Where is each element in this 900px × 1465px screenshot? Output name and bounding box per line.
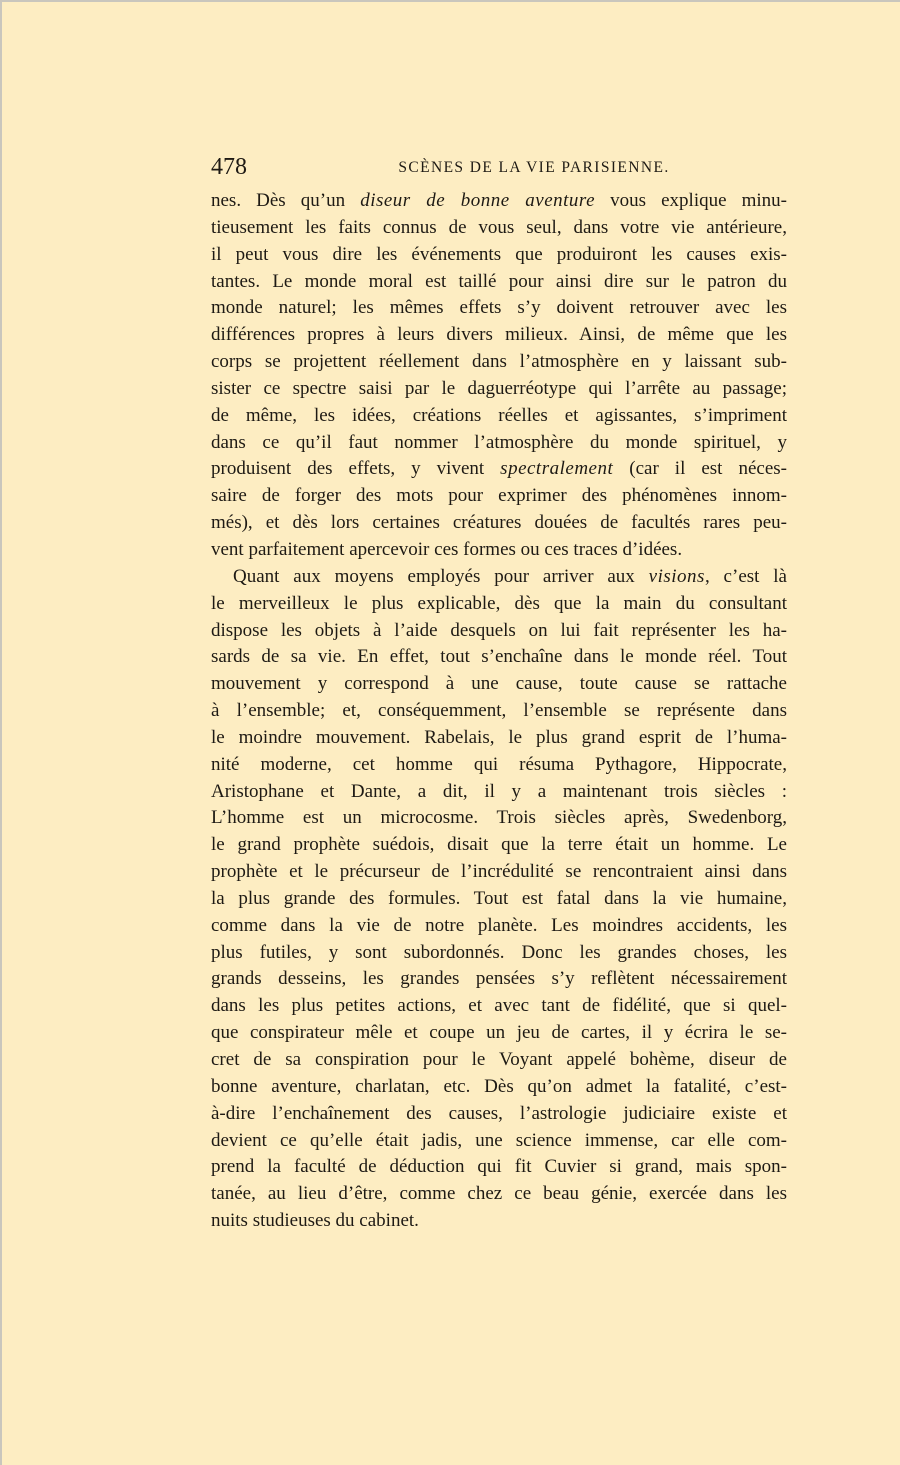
text-line [211,591,787,618]
text-run: dispose les objets à l’aide desquels on lui fait représenter les ha- [211,619,787,641]
text-line [211,671,787,698]
text-run: monde naturel; les mêmes effets s’y doivent retrouver avec les [211,297,787,319]
text-run: produisent des effets, y vivent [211,458,501,480]
text-line [211,779,787,806]
text-line [211,430,787,457]
text-run: devient ce qu’elle était jadis, une science immense, car elle com- [211,1129,787,1151]
text-line [211,1154,787,1181]
text-run: il peut vous dire les événements que produiront les causes exis- [211,243,787,265]
text-line [211,269,787,296]
text-line [211,966,787,993]
text-run: sister ce spectre saisi par le daguerréotype qui l’arrête au passage; [211,377,787,399]
text-line [211,752,787,779]
text-run: dans les plus petites actions, et avec tant de fidélité, que si quel- [211,995,787,1017]
text-line [211,510,787,537]
text-run: que conspirateur mêle et coupe un jeu de cartes, il y écrira le se- [211,1022,787,1044]
text-line [211,403,787,430]
text-line [211,483,787,510]
text-line [211,1074,787,1101]
text-line [211,242,787,269]
text-run: tanée, au lieu d’être, comme chez ce beau génie, exercée dans les [211,1183,787,1205]
text-run: (car il est néces- [613,458,787,480]
text-line [211,322,787,349]
italic-emphasis: spectralement [500,458,614,480]
text-run: corps se projettent réellement dans l’atmosphère en y laissant sub- [211,351,787,373]
text-line [211,886,787,913]
text-line [211,376,787,403]
text-run: tieusement les faits connus de vous seul, dans votre vie antérieure, [211,216,787,238]
text-line [211,832,787,859]
text-run: le moindre mouvement. Rabelais, le plus grand esprit de l’huma- [211,726,787,748]
body-text [211,188,787,1235]
text-run: Aristophane et Dante, a dit, il y a maintenant trois siècles : [211,780,787,802]
text-line [211,644,787,671]
page-number: 478 [211,154,247,180]
text-line [211,1047,787,1074]
text-run: tantes. Le monde moral est taillé pour ainsi dire sur le patron du [211,270,787,292]
text-run: plus futiles, y sont subordonnés. Donc les grandes choses, les [211,941,787,963]
text-line [211,698,787,725]
text-run: à l’ensemble; et, conséquemment, l’ensemble se représente dans [211,700,787,722]
text-run: , c’est là [704,565,787,587]
text-run: de même, les idées, créations réelles et agissantes, s’impriment [211,404,787,426]
italic-emphasis: visions [648,565,705,587]
text-line [211,1181,787,1208]
italic-emphasis: diseur de bonne aventure [360,190,596,211]
text-run: cret de sa conspiration pour le Voyant appelé bohème, diseur de [211,1049,787,1070]
text-line [211,295,787,322]
text-line [211,859,787,886]
text-run: Quant aux moyens employés pour arriver aux [233,565,649,587]
text-line [211,564,787,591]
text-line [211,215,787,242]
text-run: prophète et le précurseur de l’incrédulité se rencontraient ainsi dans [211,861,787,883]
text-run: més), et dès lors certaines créatures douées de facultés rares peu- [211,512,787,534]
text-line [211,1128,787,1155]
text-run: à-dire l’enchaînement des causes, l’astrologie judiciaire existe et [211,1102,787,1124]
text-run: nité moderne, cet homme qui résuma Pythagore, Hippocrate, [211,753,787,775]
text-run: le merveilleux le plus explicable, dès que la main du consultant [211,592,787,614]
text-run: dans ce qu’il faut nommer l’atmosphère du monde spirituel, y [211,431,787,453]
text-run: vous explique minu- [595,190,787,211]
paragraph [211,564,787,1235]
text-run: sards de sa vie. En effet, tout s’enchaîne dans le monde réel. Tout [211,646,787,668]
text-line [211,993,787,1020]
text-run: comme dans la vie de notre planète. Les moindres accidents, les [211,914,787,936]
text-run: L’homme est un microcosme. Trois siècles après, Swedenborg, [211,807,787,829]
text-line [211,188,787,215]
text-run: différences propres à leurs divers milieux. Ainsi, de même que les [211,324,787,346]
text-run: vent parfaitement apercevoir ces formes ou ces traces d’idées. [211,538,683,560]
text-line [211,349,787,376]
text-line [211,1020,787,1047]
text-run: nuits studieuses du cabinet. [211,1210,419,1232]
text-line [211,1101,787,1128]
text-run: la plus grande des formules. Tout est fatal dans la vie humaine, [211,887,787,909]
text-line [211,1208,787,1235]
text-line [211,940,787,967]
text-line [211,725,787,752]
text-run: prend la faculté de déduction qui fit Cuvier si grand, mais spon- [211,1156,787,1178]
text-line [211,618,787,645]
text-run: le grand prophète suédois, disait que la terre était un homme. Le [211,834,787,856]
paragraph [211,188,787,564]
text-run: bonne aventure, charlatan, etc. Dès qu’on admet la fatalité, c’est- [211,1075,787,1097]
text-line [211,805,787,832]
page-header [211,152,787,182]
text-run: nes. Dès qu’un [211,190,361,211]
text-line [211,537,787,564]
text-line [211,456,787,483]
text-line [211,913,787,940]
running-title: SCÈNES DE LA VIE PARISIENNE. [398,159,670,176]
text-run: mouvement y correspond à une cause, toute cause se rattache [211,673,787,695]
text-run: saire de forger des mots pour exprimer des phénomènes innom- [211,485,787,507]
text-run: grands desseins, les grandes pensées s’y reflètent nécessairement [211,968,787,990]
